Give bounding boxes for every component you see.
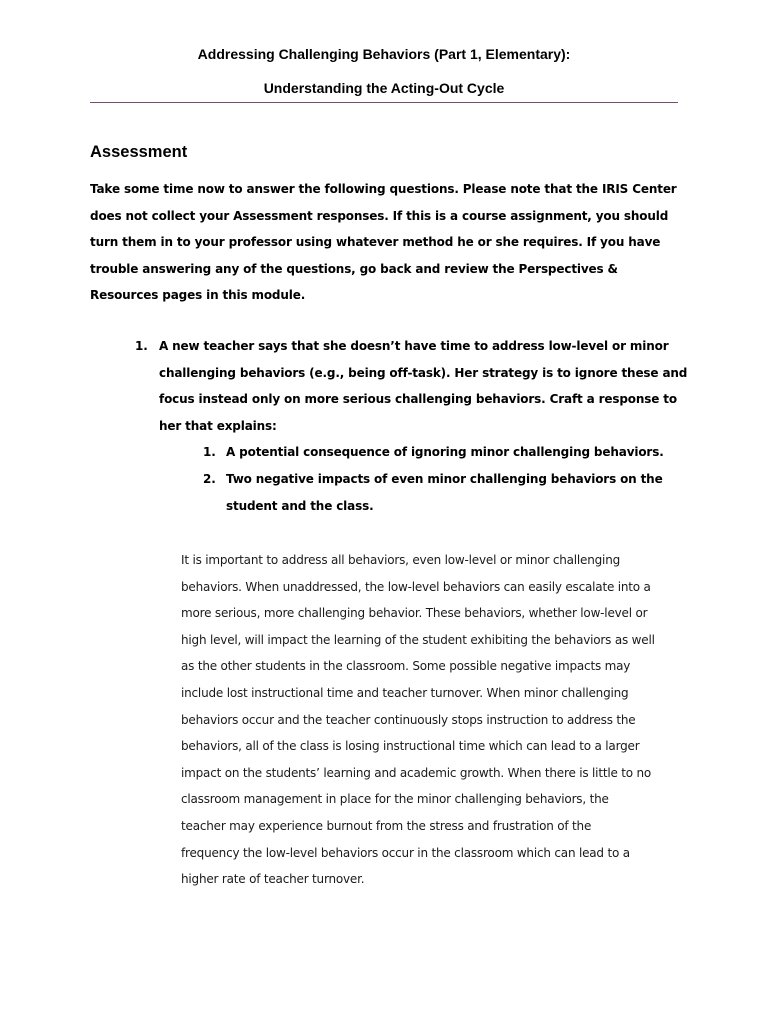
document-header <box>90 44 678 98</box>
question-number: 1. <box>135 339 148 353</box>
question-text: challenging behaviors (e.g., being off-task). Her strategy is to ignore these and <box>159 365 688 380</box>
answer-line: It is important to address all behaviors, even low-level or minor challenging <box>181 553 621 567</box>
answer-line: behaviors, all of the class is losing instructional time which can lead to a larger <box>181 739 640 754</box>
subitem-line <box>90 466 690 493</box>
question-text: A new teacher says that she doesn’t have time to address low-level or minor <box>159 339 669 353</box>
question-text: focus instead only on more serious challenging behaviors. Craft a response to <box>159 392 677 407</box>
subitem-number: 1. <box>203 445 216 460</box>
document-title: Addressing Challenging Behaviors (Part 1, Elementary): <box>197 46 571 62</box>
intro-paragraph <box>90 176 680 309</box>
intro-line: turn them in to your professor using whatever method he or she requires. If you have <box>90 235 661 250</box>
answer-line: as the other students in the classroom. Some possible negative impacts may <box>181 659 631 674</box>
answer-line: higher rate of teacher turnover. <box>181 872 365 887</box>
section-heading: Assessment <box>90 143 188 161</box>
question-item <box>90 333 690 519</box>
document-subtitle: Understanding the Acting-Out Cycle <box>263 80 505 96</box>
intro-line: trouble answering any of the questions, go back and review the Perspectives & <box>90 261 618 276</box>
question-line <box>90 333 690 360</box>
subitem-text: A potential consequence of ignoring minor challenging behaviors. <box>226 445 664 460</box>
answer-line: more serious, more challenging behavior. These behaviors, whether low-level or <box>181 606 648 621</box>
question-text: her that explains: <box>159 418 277 433</box>
answer-line: behaviors occur and the teacher continuously stops instruction to address the <box>181 712 636 727</box>
intro-line: Take some time now to answer the following questions. Please note that the IRIS Center <box>90 182 677 196</box>
answer-line: high level, will impact the learning of the student exhibiting the behaviors as well <box>181 632 655 647</box>
answer-line: teacher may experience burnout from the stress and frustration of the <box>181 818 592 833</box>
answer-line: behaviors. When unaddressed, the low-level behaviors can easily escalate into a <box>181 579 651 594</box>
answer-line: frequency the low-level behaviors occur in the classroom which can lead to a <box>181 845 630 860</box>
subitem-number: 2. <box>203 471 216 486</box>
intro-line: does not collect your Assessment responses. If this is a course assignment, you should <box>90 208 669 223</box>
answer-line: impact on the students’ learning and academic growth. When there is little to no <box>181 765 652 780</box>
subitem-line <box>90 493 690 520</box>
header-divider <box>90 102 678 103</box>
answer-line: include lost instructional time and teacher turnover. When minor challenging <box>181 685 629 700</box>
answer-paragraph <box>181 547 681 893</box>
subitem-line <box>90 439 690 466</box>
question-line <box>90 360 690 387</box>
subitem-text: Two negative impacts of even minor challenging behaviors on the <box>226 471 663 486</box>
answer-line: classroom management in place for the minor challenging behaviors, the <box>181 792 609 807</box>
subitem-text: student and the class. <box>226 498 374 513</box>
question-line <box>90 386 690 413</box>
intro-line: Resources pages in this module. <box>90 288 306 303</box>
question-line <box>90 413 690 440</box>
